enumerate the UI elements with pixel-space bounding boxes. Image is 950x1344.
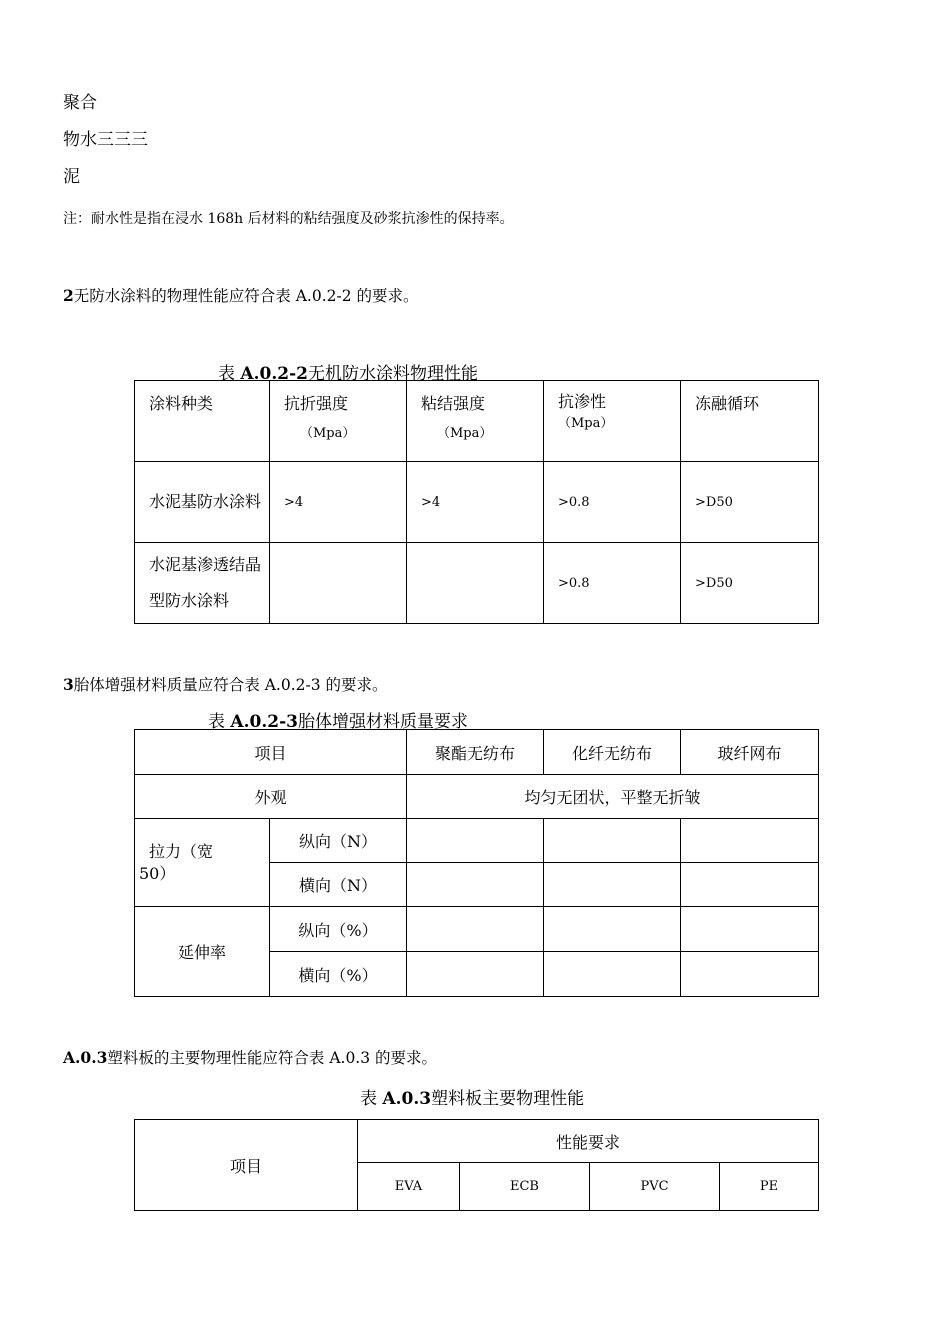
section-a03-heading <box>63 1046 437 1068</box>
table2-col-header: 聚酯无纺布 <box>407 730 544 775</box>
table1-header-cell <box>270 381 407 462</box>
table1-header-unit: （Mpa） <box>558 416 614 431</box>
table1-header-cell <box>681 381 819 462</box>
fragment-line-2: 物水三三三 <box>63 130 148 150</box>
table1-caption-text: 无机防水涂料物理性能 <box>307 364 478 384</box>
table3-col-header: ECB <box>460 1163 590 1211</box>
table1-freeze-cell: >D50 <box>681 462 819 543</box>
table2-empty-cell <box>544 819 681 863</box>
table2-sub-label: 纵向（N） <box>270 819 407 863</box>
table2-header-row <box>135 730 819 775</box>
table-reinforcement-material <box>134 729 819 997</box>
section-2-heading <box>63 284 419 306</box>
table3-item-label: 项目 <box>135 1120 358 1211</box>
section-2-text: 无防水涂料的物理性能应符合表 A.0.2-2 的要求。 <box>73 287 419 305</box>
table1-bond-cell: >4 <box>407 462 544 543</box>
table1-flex-cell <box>270 543 407 624</box>
table2-empty-cell <box>681 863 819 907</box>
table2-appearance-label: 外观 <box>135 775 407 819</box>
table1-caption-number: A.0.2-2 <box>240 364 308 384</box>
table2-col-header: 化纤无纺布 <box>544 730 681 775</box>
table1-header-unit: （Mpa） <box>300 426 356 441</box>
fragment-line-3: 泥 <box>63 167 80 187</box>
table2-col-header: 玻纤网布 <box>681 730 819 775</box>
table2-empty-cell <box>407 907 544 952</box>
note-text: 注：耐水性是指在浸水 168h 后材料的粘结强度及砂浆抗渗性的保持率。 <box>63 211 514 227</box>
table2-empty-cell <box>681 819 819 863</box>
table1-freeze-cell: >D50 <box>681 543 819 624</box>
table2-empty-cell <box>544 863 681 907</box>
table2-caption-text: 胎体增强材料质量要求 <box>297 712 468 732</box>
table2-appearance-value: 均匀无团状，平整无折皱 <box>407 775 819 819</box>
table2-empty-cell <box>407 863 544 907</box>
table1-header-cell <box>544 381 681 462</box>
table3-caption-prefix: 表 <box>360 1089 383 1109</box>
table1-imperm-cell: >0.8 <box>544 462 681 543</box>
table3-col-header: PVC <box>590 1163 720 1211</box>
table3-caption-text: 塑料板主要物理性能 <box>431 1089 585 1109</box>
section-a03-number: A.0.3 <box>63 1048 108 1067</box>
table1-bond-cell <box>407 543 544 624</box>
table1-header-row <box>135 381 819 462</box>
table1-header-label: 涂料种类 <box>149 394 214 413</box>
table-row <box>135 907 819 952</box>
table1-header-cell <box>135 381 270 462</box>
section-3-heading <box>63 673 388 695</box>
table3-col-header: PE <box>720 1163 819 1211</box>
table1-type-cell: 水泥基渗透结晶型防水涂料 <box>135 543 270 624</box>
fragment-line-1: 聚合 <box>63 93 97 113</box>
section-3-number: 3 <box>63 675 74 694</box>
table2-sub-label: 纵向（%） <box>270 907 407 952</box>
table2-empty-cell <box>681 907 819 952</box>
table2-empty-cell <box>544 952 681 997</box>
table1-flex-cell: >4 <box>270 462 407 543</box>
table1-header-label: 冻融循环 <box>695 394 760 413</box>
table2-tensile-label: 拉力（宽 50） <box>135 819 270 907</box>
table-row <box>135 775 819 819</box>
section-2-number: 2 <box>63 286 74 305</box>
table2-elong-label: 延伸率 <box>135 907 270 997</box>
table3-header-row <box>135 1120 819 1163</box>
table1-imperm-cell: >0.8 <box>544 543 681 624</box>
table2-item-header: 项目 <box>135 730 407 775</box>
table1-header-label: 抗折强度 <box>284 394 349 413</box>
table1-header-unit: （Mpa） <box>437 426 493 441</box>
table2-empty-cell <box>407 952 544 997</box>
table-inorganic-coating <box>134 380 819 624</box>
table3-col-header: EVA <box>358 1163 460 1211</box>
section-a03-text: 塑料板的主要物理性能应符合表 A.0.3 的要求。 <box>107 1049 438 1067</box>
table3-perf-label: 性能要求 <box>358 1120 819 1163</box>
table1-header-label: 抗渗性 <box>558 392 607 411</box>
table3-caption <box>360 1084 584 1109</box>
table2-empty-cell <box>407 819 544 863</box>
table-row <box>135 462 819 543</box>
section-3-text: 胎体增强材料质量应符合表 A.0.2-3 的要求。 <box>73 676 388 694</box>
table-row <box>135 819 819 863</box>
table2-empty-cell <box>681 952 819 997</box>
table2-sub-label: 横向（N） <box>270 863 407 907</box>
table1-header-label: 粘结强度 <box>421 394 486 413</box>
table2-caption-prefix: 表 <box>208 712 231 732</box>
table-row <box>135 543 819 624</box>
table1-type-cell: 水泥基防水涂料 <box>135 462 270 543</box>
table1-header-cell <box>407 381 544 462</box>
table2-empty-cell <box>544 907 681 952</box>
table2-caption-number: A.0.2-3 <box>230 712 298 732</box>
table2-sub-label: 横向（%） <box>270 952 407 997</box>
table1-caption-prefix: 表 <box>218 364 241 384</box>
table3-caption-number: A.0.3 <box>382 1089 432 1109</box>
table-plastic-sheet <box>134 1119 819 1211</box>
